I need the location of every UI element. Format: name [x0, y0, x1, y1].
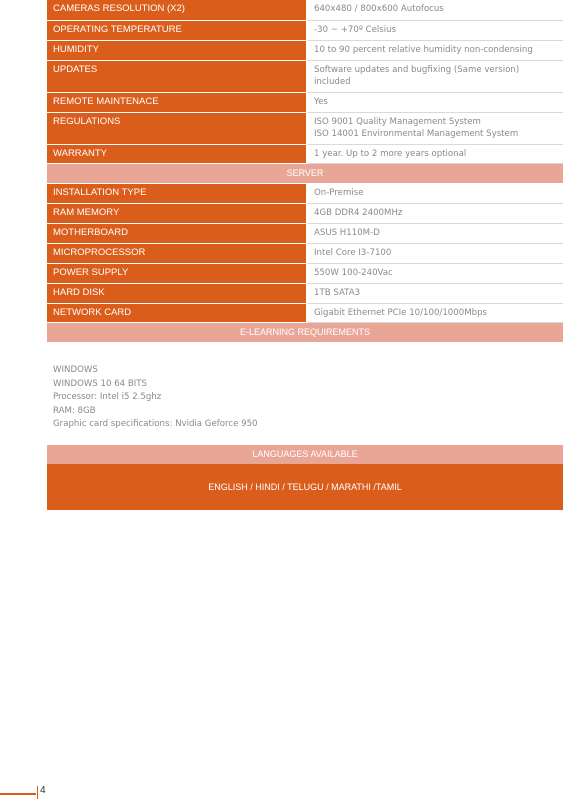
requirement-line: Processor: Intel i5 2.5ghz — [53, 392, 162, 402]
elearning-requirements — [53, 364, 258, 432]
requirement-line: WINDOWS — [53, 365, 98, 375]
spec-row — [47, 303, 563, 322]
languages-header: LANGUAGES AVAILABLE — [47, 445, 563, 464]
spec-label: MICROPROCESSOR — [47, 243, 307, 263]
spec-label: REGULATIONS — [47, 112, 307, 144]
spec-label: UPDATES — [47, 60, 307, 92]
spec-row — [47, 92, 563, 112]
requirement-line: WINDOWS 10 64 BITS — [53, 378, 147, 389]
spec-value: ASUS H110M-D — [307, 223, 563, 243]
spec-label: HARD DISK — [47, 283, 307, 303]
spec-value: 1 year. Up to 2 more years optional — [307, 144, 563, 163]
spec-value: ISO 9001 Quality Management System ISO 14001 Environmental Management System — [307, 112, 563, 144]
spec-value: Intel Core I3-7100 — [307, 243, 563, 263]
spec-value: On-Premise — [307, 183, 563, 203]
footer-separator — [37, 786, 38, 799]
spec-value: 10 to 90 percent relative humidity non-condensing — [307, 40, 563, 60]
spec-value: 640x480 / 800x600 Autofocus — [307, 0, 563, 20]
spec-table — [47, 0, 563, 343]
spec-row — [47, 112, 563, 144]
spec-table-body — [47, 0, 563, 342]
elearning-section-header-label: E-LEARNING REQUIREMENTS — [47, 322, 563, 342]
spec-row — [47, 144, 563, 163]
spec-label: WARRANTY — [47, 144, 307, 163]
spec-label: MOTHERBOARD — [47, 223, 307, 243]
spec-row — [47, 203, 563, 223]
spec-label: REMOTE MAINTENACE — [47, 92, 307, 112]
requirement-line: RAM: 8GB — [53, 405, 96, 416]
server-section-header-label: SERVER — [47, 163, 563, 183]
spec-value: Gigabit Ethernet PCIe 10/100/1000Mbps — [307, 303, 563, 322]
spec-label: POWER SUPPLY — [47, 263, 307, 283]
spec-row — [47, 243, 563, 263]
spec-row — [47, 0, 563, 20]
spec-row — [47, 20, 563, 40]
spec-label: CAMERAS RESOLUTION (X2) — [47, 0, 307, 20]
spec-row — [47, 40, 563, 60]
spec-row — [47, 283, 563, 303]
elearning-section-header — [47, 322, 563, 342]
spec-value: 1TB SATA3 — [307, 283, 563, 303]
languages-list: ENGLISH / HINDI / TELUGU / MARATHI /TAMIL — [47, 464, 563, 510]
server-section-header — [47, 163, 563, 183]
spec-label: OPERATING TEMPERATURE — [47, 20, 307, 40]
spec-label: HUMIDITY — [47, 40, 307, 60]
spec-label: NETWORK CARD — [47, 303, 307, 322]
spec-value: Software updates and bugfixing (Same version) included — [307, 60, 563, 92]
page-number: 4 — [40, 785, 46, 796]
spec-value: -30 ~ +70º Celsius — [307, 20, 563, 40]
spec-value: 550W 100-240Vac — [307, 263, 563, 283]
spec-value: Yes — [307, 92, 563, 112]
spec-row — [47, 183, 563, 203]
spec-label: INSTALLATION TYPE — [47, 183, 307, 203]
spec-row — [47, 263, 563, 283]
spec-value: 4GB DDR4 2400MHz — [307, 203, 563, 223]
spec-row — [47, 60, 563, 92]
requirement-line: Graphic card specifications: Nvidia Geforce 950 — [53, 419, 258, 429]
spec-row — [47, 223, 563, 243]
footer-accent-line — [0, 793, 36, 795]
spec-label: RAM MEMORY — [47, 203, 307, 223]
